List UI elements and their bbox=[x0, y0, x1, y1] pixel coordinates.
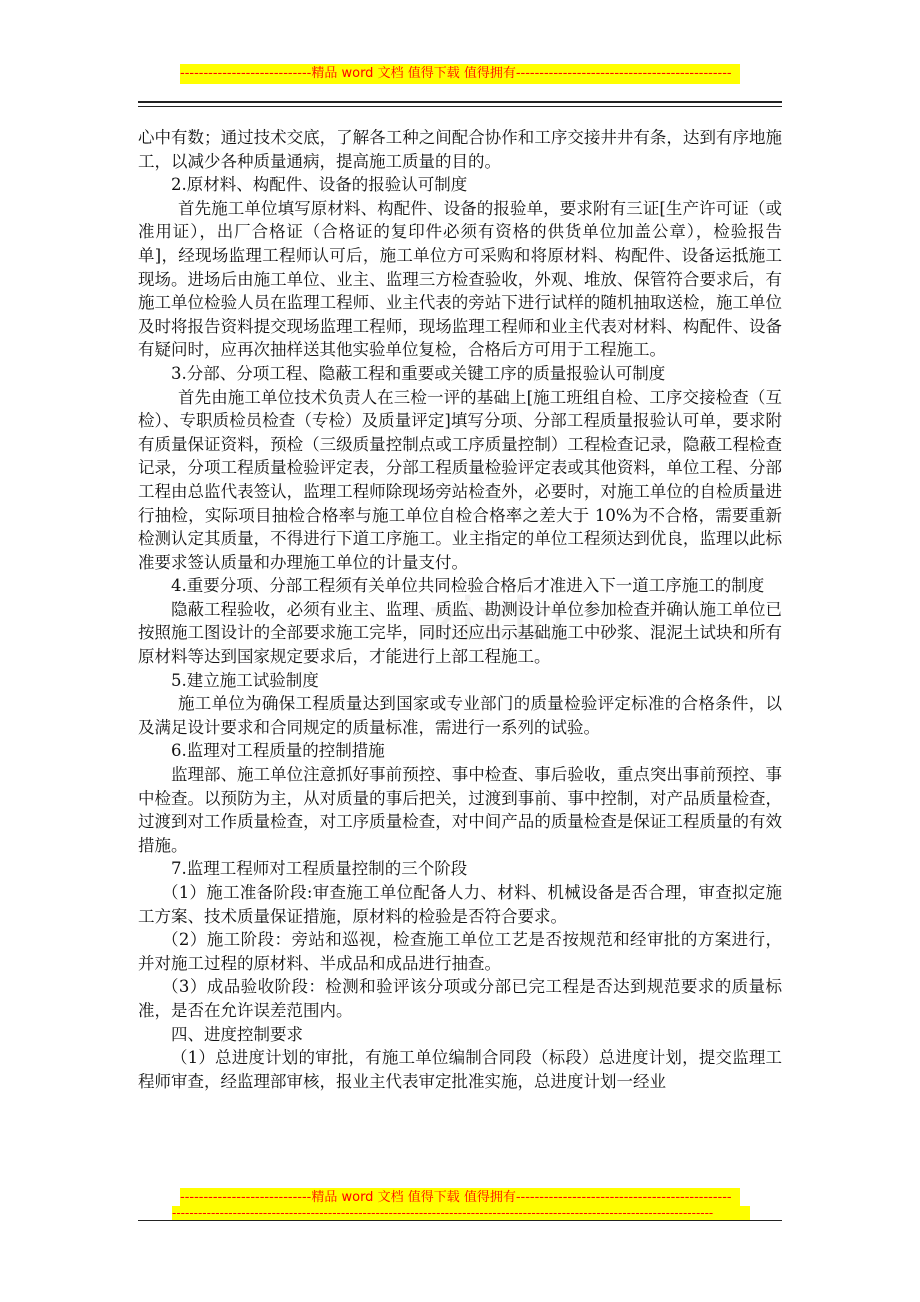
document-body bbox=[138, 126, 782, 1093]
paragraph: 隐蔽工程验收，必须有业主、监理、质监、勘测设计单位参加检查并确认施工单位已按照施工图设计的全部要求施工完毕，同时还应出示基础施工中砂浆、混泥土试块和所有原材料等达到国家规定要求后，才能进行上部工程施工。 bbox=[138, 599, 782, 667]
section-heading: 7.监理工程师对工程质量控制的三个阶段 bbox=[171, 859, 468, 879]
list-item: （1）施工准备阶段:审查施工单位配备人力、材料、机械设备是否合理，审查拟定施工方案、技术质量保证措施，原材料的检验是否符合要求。 bbox=[138, 883, 782, 926]
footer-banner-dashes: ----------------------------------------------------------------------------------------------------------------------------- bbox=[172, 1206, 750, 1220]
paragraph: （1）总进度计划的审批，有施工单位编制合同段（标段）总进度计划，提交监理工程师审查，经监理部审核，报业主代表审定批准实施，总进度计划一经业 bbox=[138, 1048, 782, 1091]
header-rule-thick bbox=[138, 101, 782, 103]
header-banner: ----------------------------精品 word 文档 值得下载 值得拥有---------------------------------------------- bbox=[180, 64, 740, 84]
header-rule-thin bbox=[138, 106, 782, 107]
section-heading: 四、进度控制要求 bbox=[171, 1024, 303, 1044]
section-heading: 6.监理对工程质量的控制措施 bbox=[171, 741, 385, 761]
paragraph: 首先施工单位填写原材料、构配件、设备的报验单，要求附有三证[生产许可证（或准用证），出厂合格证（合格证的复印件必须有资格的供货单位加盖公章），检验报告单]，经现场监理工程师认可后，施工单位方可采购和将原材料、构配件、设备运抵施工现场。进场后由施工单位、业主、监理三方检查验收，外观、堆放、保管符合要求后，有施工单位检验人员在监理工程师、业主代表的旁站下进行试样的随机抽取送检，施工单位及时将报告资料提交现场监理工程师，现场监理工程师和业主代表对材料、构配件、设备有疑问时，应再次抽样送其他实验单位复检，合格后方可用于工程施工。 bbox=[138, 198, 782, 360]
list-item: （3）成品验收阶段：检测和验评该分项或分部已完工程是否达到规范要求的质量标准，是否在允许误差范围内。 bbox=[138, 977, 782, 1020]
footer-rule bbox=[138, 1220, 782, 1221]
section-heading: 5.建立施工试验制度 bbox=[171, 670, 319, 690]
paragraph: 心中有数；通过技术交底，了解各工种之间配合协作和工序交接井井有条，达到有序地施工，以减少各种质量通病，提高施工质量的目的。 bbox=[138, 128, 782, 171]
paragraph: 首先由施工单位技术负责人在三检一评的基础上[施工班组自检、工序交接检查（互检）、专职质检员检查（专检）及质量评定]填写分项、分部工程质量报验认可单，要求附有质量保证资料，预检（三级质量控制点或工序质量控制）工程检查记录，隐蔽工程检查记录，分项工程质量检验评定表，分部工程质量检验评定表或其他资料，单位工程、分部工程由总监代表签认，监理工程师除现场旁站检查外，必要时，对施工单位的自检质量进行抽检，实际项目抽检合格率与施工单位自检合格率之差大于 10%为不合格，需要重新检测认定其质量，不得进行下道工序施工。业主指定的单位工程须达到优良，监理以此标准要求签认质量和办理施工单位的计量支付。 bbox=[138, 387, 782, 572]
section-heading: 3.分部、分项工程、隐蔽工程和重要或关键工序的质量报验认可制度 bbox=[171, 363, 666, 383]
section-heading: 4.重要分项、分部工程须有关单位共同检验合格后才准进入下一道工序施工的制度 bbox=[171, 576, 765, 596]
watermark-logo: zixin bbox=[428, 585, 567, 655]
paragraph: 施工单位为确保工程质量达到国家或专业部门的质量检验评定标准的合格条件，以及满足设计要求和合同规定的质量标准，需进行一系列的试验。 bbox=[138, 694, 782, 737]
list-item: （2）施工阶段：旁站和巡视，检查施工单位工艺是否按规范和经审批的方案进行，并对施工过程的原材料、半成品和成品进行抽查。 bbox=[138, 930, 782, 973]
footer-banner: ----------------------------精品 word 文档 值得下载 值得拥有---------------------------------------------- bbox=[180, 1188, 740, 1208]
paragraph: 监理部、施工单位注意抓好事前预控、事中检查、事后验收，重点突出事前预控、事中检查。以预防为主，从对质量的事后把关，过渡到事前、事中控制，对产品质量检查，过渡到对工作质量检查，对工序质量检查，对中间产品的质量检查是保证工程质量的有效措施。 bbox=[138, 765, 782, 855]
section-heading: 2.原材料、构配件、设备的报验认可制度 bbox=[171, 175, 468, 195]
